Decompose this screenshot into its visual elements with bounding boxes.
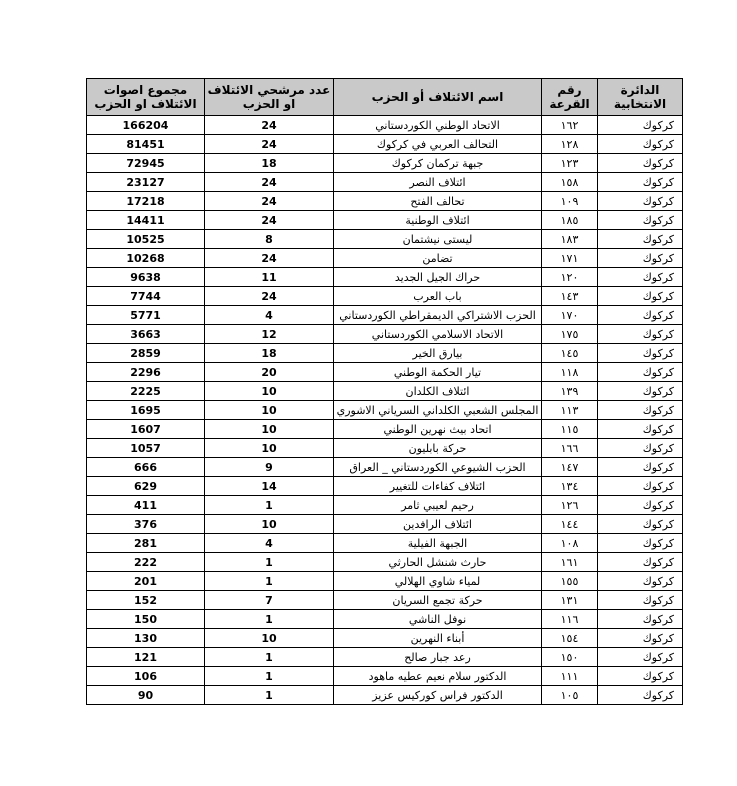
table-row: [87, 249, 683, 268]
cell-candidates: 10: [205, 420, 334, 439]
cell-district: كركوك: [598, 629, 683, 648]
cell-district: كركوك: [598, 173, 683, 192]
cell-name: ائتلاف الوطنية: [334, 211, 542, 230]
cell-votes: 2859: [87, 344, 205, 363]
cell-name: اتحاد بيث نهرين الوطني: [334, 420, 542, 439]
cell-district: كركوك: [598, 667, 683, 686]
cell-lot-number: ١٣٤: [542, 477, 598, 496]
cell-district: كركوك: [598, 268, 683, 287]
cell-district: كركوك: [598, 230, 683, 249]
cell-district: كركوك: [598, 344, 683, 363]
cell-candidates: 1: [205, 572, 334, 591]
table-row: [87, 268, 683, 287]
cell-lot-number: ١٤٤: [542, 515, 598, 534]
cell-district: كركوك: [598, 192, 683, 211]
cell-candidates: 24: [205, 211, 334, 230]
cell-district: كركوك: [598, 287, 683, 306]
table-row: [87, 553, 683, 572]
cell-candidates: 9: [205, 458, 334, 477]
cell-name: المجلس الشعبي الكلداني السرياني الاشوري: [334, 401, 542, 420]
cell-name: التحالف العربي في كركوك: [334, 135, 542, 154]
cell-name: الحزب الشيوعي الكوردستاني _ العراق: [334, 458, 542, 477]
table-row: [87, 116, 683, 135]
cell-district: كركوك: [598, 211, 683, 230]
cell-lot-number: ١٦٢: [542, 116, 598, 135]
cell-votes: 9638: [87, 268, 205, 287]
cell-votes: 7744: [87, 287, 205, 306]
cell-candidates: 24: [205, 192, 334, 211]
cell-votes: 2225: [87, 382, 205, 401]
header-lot-number: رقم القرعة: [542, 79, 598, 116]
cell-votes: 81451: [87, 135, 205, 154]
cell-candidates: 24: [205, 135, 334, 154]
cell-candidates: 24: [205, 173, 334, 192]
cell-lot-number: ١١١: [542, 667, 598, 686]
cell-votes: 1607: [87, 420, 205, 439]
cell-candidates: 4: [205, 306, 334, 325]
cell-name: حركة تجمع السريان: [334, 591, 542, 610]
cell-name: الجبهة الفيلية: [334, 534, 542, 553]
cell-lot-number: ١٢٠: [542, 268, 598, 287]
cell-lot-number: ١٦٦: [542, 439, 598, 458]
table-row: [87, 135, 683, 154]
cell-district: كركوك: [598, 382, 683, 401]
cell-name: ائتلاف كفاءات للتغيير: [334, 477, 542, 496]
cell-name: رعد جبار صالح: [334, 648, 542, 667]
cell-name: الدكتور فراس كوركيس عزيز: [334, 686, 542, 705]
cell-votes: 130: [87, 629, 205, 648]
cell-lot-number: ١١٨: [542, 363, 598, 382]
table-row: [87, 230, 683, 249]
cell-name: ائتلاف الرافدين: [334, 515, 542, 534]
cell-votes: 3663: [87, 325, 205, 344]
header-row: [87, 79, 683, 116]
cell-lot-number: ١٥٨: [542, 173, 598, 192]
cell-district: كركوك: [598, 496, 683, 515]
cell-candidates: 24: [205, 287, 334, 306]
cell-name: حراك الجيل الجديد: [334, 268, 542, 287]
cell-name: ليستى نيشتمان: [334, 230, 542, 249]
table-row: [87, 420, 683, 439]
cell-lot-number: ١٢٦: [542, 496, 598, 515]
cell-votes: 2296: [87, 363, 205, 382]
table-row: [87, 686, 683, 705]
election-results-table: [86, 78, 683, 705]
table-row: [87, 648, 683, 667]
table-row: [87, 344, 683, 363]
table-row: [87, 306, 683, 325]
cell-lot-number: ١٠٩: [542, 192, 598, 211]
cell-district: كركوك: [598, 154, 683, 173]
cell-candidates: 20: [205, 363, 334, 382]
cell-lot-number: ١٨٥: [542, 211, 598, 230]
cell-district: كركوك: [598, 420, 683, 439]
cell-candidates: 1: [205, 610, 334, 629]
cell-lot-number: ١٧١: [542, 249, 598, 268]
cell-votes: 17218: [87, 192, 205, 211]
cell-name: ائتلاف الكلدان: [334, 382, 542, 401]
cell-district: كركوك: [598, 591, 683, 610]
cell-lot-number: ١٨٣: [542, 230, 598, 249]
cell-name: حركة بابليون: [334, 439, 542, 458]
cell-name: تضامن: [334, 249, 542, 268]
cell-name: جبهة تركمان كركوك: [334, 154, 542, 173]
cell-district: كركوك: [598, 439, 683, 458]
cell-candidates: 10: [205, 382, 334, 401]
cell-votes: 1057: [87, 439, 205, 458]
table-row: [87, 515, 683, 534]
cell-district: كركوك: [598, 477, 683, 496]
cell-votes: 90: [87, 686, 205, 705]
table-row: [87, 439, 683, 458]
header-name: اسم الائتلاف أو الحزب: [334, 79, 542, 116]
cell-votes: 10525: [87, 230, 205, 249]
table-body: [87, 116, 683, 705]
cell-district: كركوك: [598, 572, 683, 591]
table-row: [87, 401, 683, 420]
cell-lot-number: ١١٣: [542, 401, 598, 420]
table-row: [87, 173, 683, 192]
cell-lot-number: ١٤٧: [542, 458, 598, 477]
cell-votes: 152: [87, 591, 205, 610]
cell-name: نوفل الناشي: [334, 610, 542, 629]
cell-candidates: 18: [205, 154, 334, 173]
cell-candidates: 1: [205, 496, 334, 515]
cell-district: كركوك: [598, 135, 683, 154]
cell-district: كركوك: [598, 306, 683, 325]
table-row: [87, 477, 683, 496]
cell-votes: 72945: [87, 154, 205, 173]
cell-lot-number: ١٧٥: [542, 325, 598, 344]
cell-lot-number: ١٧٠: [542, 306, 598, 325]
cell-candidates: 11: [205, 268, 334, 287]
cell-name: تحالف الفتح: [334, 192, 542, 211]
cell-candidates: 7: [205, 591, 334, 610]
cell-district: كركوك: [598, 553, 683, 572]
table-row: [87, 154, 683, 173]
cell-name: الاتحاد الاسلامي الكوردستاني: [334, 325, 542, 344]
cell-votes: 106: [87, 667, 205, 686]
cell-votes: 1695: [87, 401, 205, 420]
cell-lot-number: ١١٦: [542, 610, 598, 629]
cell-name: الحزب الاشتراكي الديمقراطي الكوردستاني: [334, 306, 542, 325]
cell-name: لمياء شاوي الهلالي: [334, 572, 542, 591]
cell-candidates: 1: [205, 648, 334, 667]
cell-votes: 23127: [87, 173, 205, 192]
cell-district: كركوك: [598, 610, 683, 629]
table-row: [87, 534, 683, 553]
cell-name: باب العرب: [334, 287, 542, 306]
table-row: [87, 287, 683, 306]
table-row: [87, 192, 683, 211]
cell-name: الاتحاد الوطني الكوردستاني: [334, 116, 542, 135]
cell-candidates: 4: [205, 534, 334, 553]
cell-district: كركوك: [598, 116, 683, 135]
cell-candidates: 1: [205, 667, 334, 686]
cell-votes: 376: [87, 515, 205, 534]
cell-lot-number: ١٤٥: [542, 344, 598, 363]
cell-name: الدكتور سلام نعيم عطيه ماهود: [334, 667, 542, 686]
cell-name: أبناء النهرين: [334, 629, 542, 648]
cell-district: كركوك: [598, 686, 683, 705]
cell-candidates: 24: [205, 249, 334, 268]
table-row: [87, 591, 683, 610]
cell-candidates: 1: [205, 686, 334, 705]
cell-lot-number: ١٥٥: [542, 572, 598, 591]
table-row: [87, 382, 683, 401]
table-row: [87, 610, 683, 629]
cell-candidates: 18: [205, 344, 334, 363]
cell-votes: 150: [87, 610, 205, 629]
table-row: [87, 572, 683, 591]
cell-votes: 222: [87, 553, 205, 572]
table-row: [87, 629, 683, 648]
cell-name: رحيم لعيبي ثامر: [334, 496, 542, 515]
cell-name: حارث شنشل الحارثي: [334, 553, 542, 572]
cell-district: كركوك: [598, 249, 683, 268]
cell-lot-number: ١٦١: [542, 553, 598, 572]
cell-district: كركوك: [598, 363, 683, 382]
cell-lot-number: ١٢٣: [542, 154, 598, 173]
cell-lot-number: ١٣١: [542, 591, 598, 610]
cell-votes: 281: [87, 534, 205, 553]
table-row: [87, 211, 683, 230]
table-row: [87, 458, 683, 477]
cell-candidates: 8: [205, 230, 334, 249]
cell-candidates: 24: [205, 116, 334, 135]
cell-candidates: 10: [205, 401, 334, 420]
cell-candidates: 14: [205, 477, 334, 496]
cell-votes: 666: [87, 458, 205, 477]
cell-district: كركوك: [598, 534, 683, 553]
cell-lot-number: ١٣٩: [542, 382, 598, 401]
table-row: [87, 496, 683, 515]
cell-votes: 166204: [87, 116, 205, 135]
table-row: [87, 667, 683, 686]
cell-candidates: 10: [205, 629, 334, 648]
cell-district: كركوك: [598, 401, 683, 420]
header-candidates: عدد مرشحي الائتلاف او الحزب: [205, 79, 334, 116]
header-votes: مجموع اصوات الائتلاف او الحزب: [87, 79, 205, 116]
cell-name: ائتلاف النصر: [334, 173, 542, 192]
cell-lot-number: ١٠٨: [542, 534, 598, 553]
cell-votes: 5771: [87, 306, 205, 325]
cell-district: كركوك: [598, 515, 683, 534]
cell-votes: 10268: [87, 249, 205, 268]
cell-lot-number: ١٢٨: [542, 135, 598, 154]
cell-lot-number: ١١٥: [542, 420, 598, 439]
cell-votes: 411: [87, 496, 205, 515]
cell-lot-number: ١٥٤: [542, 629, 598, 648]
header-district: الدائرة الانتخابية: [598, 79, 683, 116]
cell-candidates: 12: [205, 325, 334, 344]
cell-name: تيار الحكمة الوطني: [334, 363, 542, 382]
cell-district: كركوك: [598, 648, 683, 667]
cell-candidates: 1: [205, 553, 334, 572]
cell-votes: 201: [87, 572, 205, 591]
cell-votes: 14411: [87, 211, 205, 230]
cell-lot-number: ١٠٥: [542, 686, 598, 705]
table-row: [87, 325, 683, 344]
cell-candidates: 10: [205, 439, 334, 458]
cell-district: كركوك: [598, 325, 683, 344]
cell-candidates: 10: [205, 515, 334, 534]
cell-name: بيارق الخير: [334, 344, 542, 363]
cell-lot-number: ١٥٠: [542, 648, 598, 667]
cell-lot-number: ١٤٣: [542, 287, 598, 306]
cell-votes: 629: [87, 477, 205, 496]
table-row: [87, 363, 683, 382]
cell-votes: 121: [87, 648, 205, 667]
cell-district: كركوك: [598, 458, 683, 477]
